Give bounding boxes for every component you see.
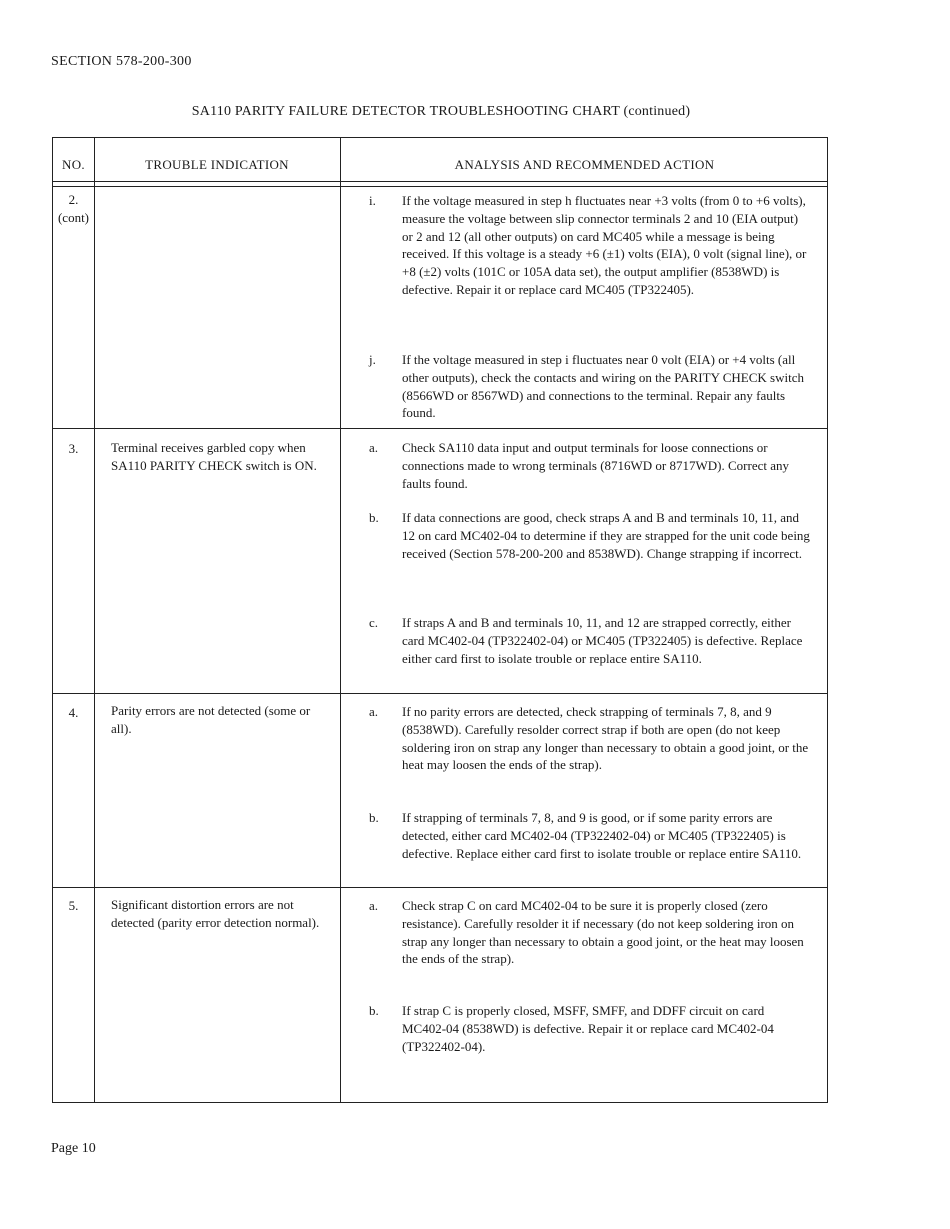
step-letter: b. xyxy=(369,510,379,525)
step-letter: b. xyxy=(369,1003,379,1018)
row-number: 5. xyxy=(68,898,79,913)
row-number: 2. xyxy=(68,192,79,207)
step-letter: c. xyxy=(369,615,379,630)
step-letter: a. xyxy=(369,704,379,719)
trouble-indication: Terminal receives garbled copy when SA110 PARITY CHECK switch is ON. xyxy=(111,440,317,473)
step-letter: j. xyxy=(369,352,376,367)
step-text: If strap C is properly closed, MSFF, SMFF, and DDFF circuit on card MC402-04 (8538WD) is defective. Repair it or replace card MC402-04 (TP322402-04). xyxy=(402,1003,774,1054)
row-divider xyxy=(53,887,827,888)
column-header-no: NO. xyxy=(62,157,85,172)
row-divider xyxy=(53,428,827,429)
step-text: If the voltage measured in step h fluctuates near +3 volts (from 0 to +6 volts), measure the voltage between slip connector terminals 2 and 10 (EIA output) or 2 and 12 (all other outputs) on card MC405 while a message is being received. If this voltage is a steady +6 (±1) volts (EIA), 0 volt (signal line), or +8 (±2) volts (101C or 105A data set), the output amplifier (8538WD) is defective. Repair it or replace card MC405 (TP322405). xyxy=(402,193,807,297)
step-text: Check SA110 data input and output terminals for loose connections or connections made to wrong terminals (8716WD or 8717WD). Correct any faults found. xyxy=(402,440,790,491)
step-text: If no parity errors are detected, check strapping of terminals 7, 8, and 9 (8538WD). Carefully resolder correct strap if both are open (do not keep soldering iron on strap any longer than necessary to obtain a good joint, or the heat may loosen the ends of the strap). xyxy=(402,704,809,773)
step-text: Check strap C on card MC402-04 to be sure it is properly closed (zero resistance). Carefully resolder it if necessary (do not keep soldering iron on strap any longer than necessary to obtain a good joint, or the heat may loosen the ends of the strap). xyxy=(402,898,804,967)
column-divider-trouble xyxy=(340,138,341,1102)
page-footer: Page 10 xyxy=(51,1141,96,1156)
header-divider-top xyxy=(53,181,827,182)
step-letter: i. xyxy=(369,193,376,208)
step-letter: b. xyxy=(369,810,379,825)
header-divider-bottom xyxy=(53,186,827,187)
row-divider xyxy=(53,693,827,694)
step-letter: a. xyxy=(369,440,379,455)
trouble-indication: Parity errors are not detected (some or all). xyxy=(111,703,311,736)
row-number-continued: (cont) xyxy=(57,210,90,225)
troubleshooting-table xyxy=(52,137,828,1103)
section-header: SECTION 578-200-300 xyxy=(51,54,192,69)
row-number: 4. xyxy=(68,705,79,720)
step-letter: a. xyxy=(369,898,379,913)
step-text: If strapping of terminals 7, 8, and 9 is good, or if some parity errors are detected, either card MC402-04 (TP322402-04) or MC405 (TP322405) is defective. Replace either card first to isolate trouble or replace entire SA110. xyxy=(402,810,802,861)
chart-title: SA110 PARITY FAILURE DETECTOR TROUBLESHOOTING CHART (continued) xyxy=(191,104,691,119)
step-text: If data connections are good, check straps A and B and terminals 10, 11, and 12 on card MC402-04 to determine if they are strapped for the unit code being received (Section 578-200-200 and 8538WD). Change strapping if incorrect. xyxy=(402,510,810,561)
step-text: If straps A and B and terminals 10, 11, and 12 are strapped correctly, either card MC402-04 (TP322402-04) or MC405 (TP322405) is defective. Replace either card first to isolate trouble or replace entire SA110. xyxy=(402,615,803,666)
column-header-analysis: ANALYSIS AND RECOMMENDED ACTION xyxy=(454,157,715,172)
row-number: 3. xyxy=(68,441,79,456)
trouble-indication: Significant distortion errors are not detected (parity error detection normal). xyxy=(111,897,320,930)
column-header-trouble: TROUBLE INDICATION xyxy=(145,157,289,172)
step-text: If the voltage measured in step i fluctuates near 0 volt (EIA) or +4 volts (all other outputs), check the contacts and wiring on the PARITY CHECK switch (8566WD or 8567WD) and connections to the terminal. Repair any faults found. xyxy=(402,352,804,421)
column-divider-no xyxy=(94,138,95,1102)
